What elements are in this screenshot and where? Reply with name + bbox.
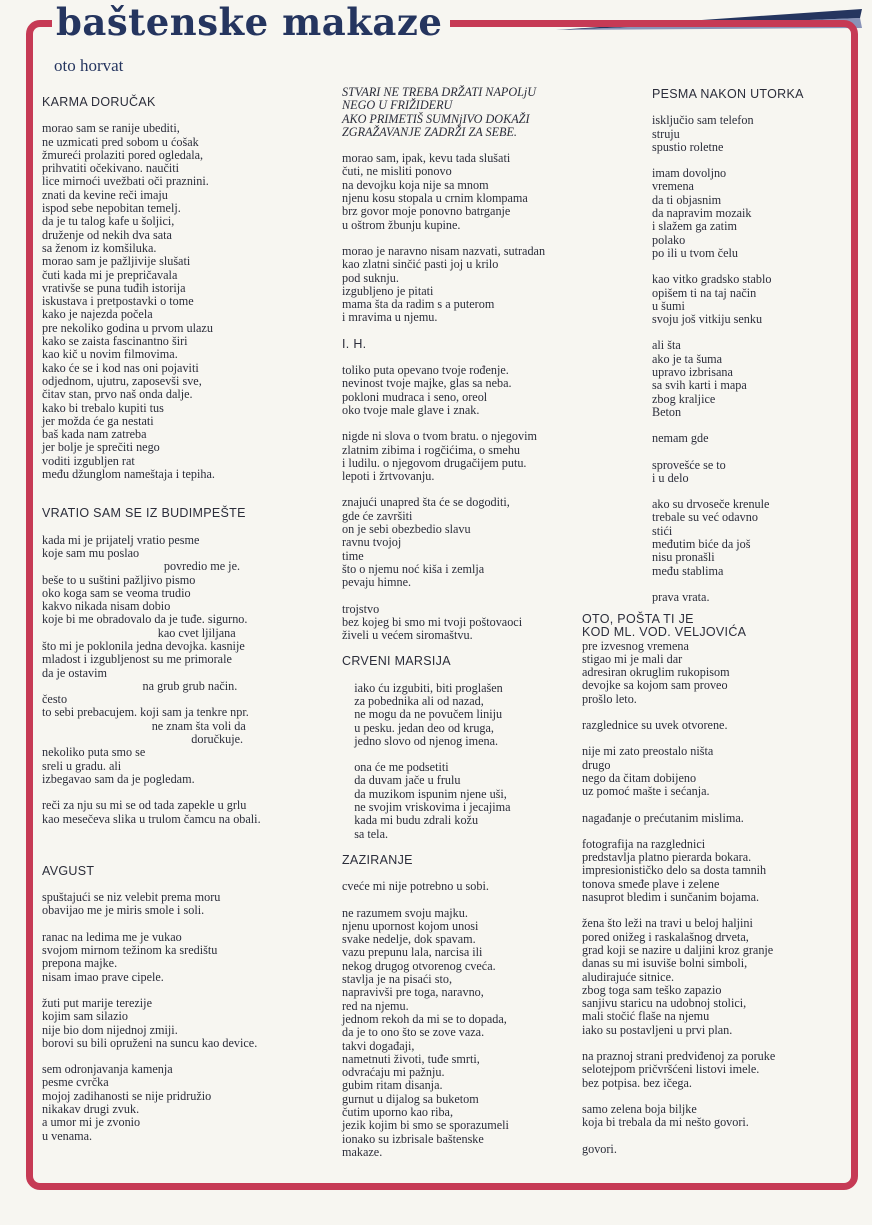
poem-line: ravnu tvojoj [342,535,402,550]
poem-line: da duvam jače u frulu [342,773,461,788]
poem-line: ne mogu da ne povučem liniju [342,707,503,722]
poem-line: nego da čitam dobijeno [582,770,697,785]
author-name: oto horvat [54,56,124,75]
poem-line: za pobednika ali od nazad, [342,693,484,708]
poem-line: gurnut u dijalog sa buketom [342,1091,479,1106]
poem-line: ako je ta šuma [652,351,723,366]
poem-line: sprovešće se to [652,457,726,472]
poem-line: danas su mi isuviše bolni simboli, [582,956,748,971]
poem-line: ako su drvoseče krenule [652,497,770,512]
poem-line: iako ću izgubiti, biti proglašen [342,680,503,695]
poem-line: mojoj zadihanosti se nije pridružio [42,1088,212,1103]
poem-line: često [42,692,68,707]
poem-line: kao kič u novim filmovima. [42,347,178,362]
poem-line: morao sam je pažljivije slušati [42,254,191,269]
poem-heading: CRVENI MARSIJA [342,654,451,669]
poem-line: kakvo nikada nisam dobio [42,599,171,614]
poem-line: vremena [652,179,694,194]
stanza-gap [582,799,852,812]
poem-line: morao je naravno nisam nazvati, sutradan [342,243,546,258]
poem-line: nagađanje o prećutanim mislima. [582,810,744,825]
poem-line: čuti, ne misliti ponovo [342,164,452,179]
poem-line: znajući unapred šta će se dogoditi, [342,495,510,510]
poem-line: predstavlja platno pierarda bokara. [582,850,752,865]
poem-line: da muzikom ispunim njene uši, [342,786,507,801]
poem-line: isključio sam telefon [652,113,754,128]
poem-line: da napravim mozaik [652,206,752,221]
poem-line: bez kojeg bi smo mi tvoji poštovaoci [342,614,523,629]
poem-line: pokloni mudraca i seno, oreol [342,389,488,404]
stanza-gap [342,894,592,907]
poem-line: čutim uporno kao riba, [342,1105,454,1119]
stanza-gap [582,1130,852,1143]
poem-line: AKO PRIMETIŠ SUMNjIVO DOKAŽI [342,111,530,126]
poem-line: svojom mirnom težinom ka središtu [42,943,218,958]
poem-line: spustio roletne [652,139,724,154]
poem-line: struju [652,126,680,141]
poem-line: to sebi prebacujem. koji sam ja tenkre npr. [42,705,249,720]
stanza-gap [582,825,852,838]
poem-line: mama šta da radim s a puterom [342,297,495,312]
stanza-gap [652,578,842,591]
page-title: baštenske makaze [52,0,450,44]
poem-line: i u delo [652,470,689,485]
poem-line: bez potpisa. bez ičega. [582,1075,692,1090]
poem-heading: ZAZIRANJE [342,852,413,867]
poem-line: pod suknju. [342,270,399,285]
poem-line: da je ostavim [42,665,107,680]
poem-line: ne razumem svoju majku. [342,905,468,920]
poem-heading: KOD ML. VOD. VELJOVIĆA [582,625,747,640]
poem-line: zlatnim zibima i rogčićima, o smehu [342,442,521,457]
poem-line: na grub grub način. [42,678,238,693]
poem-line: tonova smeđe plave i zelene [582,876,720,891]
poem-line: sa ženom iz komšiluka. [42,240,157,255]
poem-line: gubim ritam disanja. [342,1078,443,1093]
poem-line: cveće mi nije potrebno u sobi. [342,879,489,894]
poem-line: što o njemu noć kiša i zemlja [342,561,485,576]
poem-line: stići [652,523,673,538]
poem-heading: VRATIO SAM SE IZ BUDIMPEŠTE [42,506,246,521]
stanza-gap [42,481,332,494]
poem-line: svoju još vitkiju senku [652,312,763,327]
poem-line: nasuprot bledim i sunčanim bojama. [582,890,760,905]
poem-line: na praznoj strani predviđenoj za poruke [582,1049,776,1064]
poem-line: adresiran okruglim rukopisom [582,665,730,680]
poem-line: ranac na ledima me je vukao [42,929,182,944]
poem-line: izbegavao sam da je pogledam. [42,771,195,786]
poem-line: samo zelena boja biljke [582,1101,697,1116]
poem-line: žuti put marije terezije [42,995,152,1010]
stanza-gap [42,984,332,997]
poem-line: nikakav drugi zvuk. [42,1102,140,1116]
poem-line: žmureći prolaziti pored ogledala, [42,147,204,162]
poem-line: prepona majke. [42,956,118,971]
poem-line: sa svih karti i mapa [652,378,747,393]
poem-line: trojstvo [342,601,380,616]
poem-line: borovi su bili opruženi na suncu kao device. [42,1035,258,1050]
poem-line: kao cvet ljiljana [42,625,236,640]
poem-line: sem odronjavanja kamenja [42,1062,173,1077]
poem-line: nekoliko puta smo se [42,745,146,760]
poem-line: toliko puta opevano tvoje rođenje. [342,363,509,378]
poem-line: takvi događaji, [342,1038,415,1053]
poem-line: kao zlatni sinčić pasti joj u krilo [342,257,499,272]
poem-line: prihvatiti očekivano. naučiti [42,161,180,176]
poem-line: prošlo leto. [582,691,637,706]
poem-line: sa tela. [342,826,389,841]
poem-line: mali stočić flaše na njemu [582,1009,710,1024]
poem-line: u oštrom žbunju kupine. [342,217,461,232]
poem-line: vazu prepunu lala, narcisa ili [342,945,483,960]
poem-line: međutim biće da još [652,537,751,552]
poem-line: što mi je poklonila jedna devojka. kasnije [42,638,245,653]
poem-line: impresionističko delo sa dosta tamnih [582,863,767,878]
poem-line: stavlja je na pisaći sto, [342,972,452,987]
poem-line: voditi izgubljen rat [42,453,135,468]
poem-line: on je sebi obezbedio slavu [342,522,471,537]
poem-line: čitav stan, prvo naš onda dalje. [42,387,193,402]
poem-line: kao mesečeva slika u trulom čamcu na obali. [42,811,261,826]
poem-heading: PESMA NAKON UTORKA [652,87,804,101]
poem-line: oko koga sam se veoma trudio [42,585,191,600]
poem-line: i ludilu. o njegovom drugačijem putu. [342,455,527,470]
poem-line: u venama. [42,1128,93,1143]
poem-line: reči za nju su mi se od tada zapekle u grlu [42,798,247,813]
poem-line: znati da kevine reči imaju [42,187,168,202]
poem-line: makaze. [342,1144,383,1159]
poem-line: mladost i izgubljenost su me primorale [42,652,232,667]
poem-line: povredio me je. [42,559,241,574]
poem-line: uz pomoć mašte i sećanja. [582,784,710,799]
column-2 [342,86,592,1159]
poem-line: ne znam šta voli da [42,718,246,733]
poem-line: da je to ono što se zove vaza. [342,1025,485,1040]
poem-line: da je tu talog kafe u šoljici, [42,214,175,229]
poem-line: morao sam se ranije ubediti, [42,121,180,136]
poem-line: iskustava i pretpostavki o tome [42,294,194,309]
poem-line: devojke sa kojom sam proveo [582,678,728,693]
poem-line: ispod sebe nepobitan temelj. [42,201,181,216]
poem-line: nisam imao prave cipele. [42,969,164,984]
poem-line: kako će se i kod nas oni pojaviti [42,360,199,375]
poem-line: pevaju himne. [342,575,412,590]
poem-line: ionako su izbrisale baštenske [342,1131,484,1146]
poem-line: ne svojim vriskovima i jecajima [342,800,511,815]
poem-heading: AVGUST [42,863,95,878]
stanza-gap [42,852,332,865]
poem-line: sanjivu staricu na udobnoj stolici, [582,996,747,1011]
poem-line: jer bolje je sprečiti nego [42,440,160,455]
poem-line: njenu kosu stopala u crnim klompama [342,191,528,206]
poem-line: koje sam mu poslao [42,545,140,560]
column-3 [652,88,842,604]
poem-line: odjednom, ujutru, zaposevši sve, [42,373,202,388]
poem-line: i mravima u njemu. [342,310,438,325]
poem-line: među stablima [652,563,724,578]
stanza-gap [342,325,592,338]
poem-line: oko tvoje male glave i znak. [342,402,480,417]
poem-line: baš kada nam zatreba [42,427,147,442]
poem-line: morao sam, ipak, kevu tada slušati [342,151,511,166]
stanza-gap [42,521,332,534]
poem-line: nije bio dom nijednoj zmiji. [42,1022,178,1037]
column-4 [582,613,852,1156]
poem-line: jedno slovo od njenog imena. [342,733,499,748]
poem-line: kako bi trebalo kupiti tus [42,400,164,415]
poem-line: kada mi je prijatelj vratio pesme [42,532,200,547]
poem-line: zbog toga sam teško zapazio [582,982,722,997]
poem-line: kada mi budu zdrali kožu [342,813,479,828]
poem-line: odvraćaju mi pažnju. [342,1065,445,1080]
stanza-gap [42,839,332,852]
poem-heading: OTO, POŠTA TI JE [582,612,694,626]
poem-line: grad koji se nazire u daljini kroz granje [582,942,774,957]
poem-line: zbog kraljice [652,391,716,406]
poem-line: vrativše se puna tuđih istorija [42,280,186,295]
poem-line: kako se zaista fascinantno širi [42,334,188,349]
poem-line: kojim sam silazio [42,1009,128,1024]
poem-line: selotejpom pričvršćeni listovi imele. [582,1062,760,1077]
poem-line: živeli u većem siromaštvu. [342,628,473,643]
poem-line: jezik kojim bi smo se sporazumeli [342,1118,509,1133]
poem-heading: I. H. [342,336,367,351]
poem-line: jer možda će ga nestati [42,413,154,428]
stanza-gap [582,1090,852,1103]
poem-line: trebale su već odavno [652,510,758,525]
poem-line: spuštajući se niz velebit prema moru [42,890,221,905]
poem-line: jednom rekoh da mi se to dopada, [342,1011,507,1026]
poem-line: lice mirnoći uvežbati oči praznini. [42,174,209,189]
poem-line: pored onižeg i raskalašnog drveta, [582,929,749,944]
poem-line: nemam gde [652,431,709,446]
poem-line: nekog drugog otvorenog cveća. [342,958,496,973]
poem-line: na devojku koja nije sa mnom [342,177,489,192]
poem-line: opišem ti na taj način [652,285,757,300]
stanza-gap [652,446,842,459]
stanza-gap [342,841,592,854]
poem-line: po ili u tvom čelu [652,245,738,260]
poem-line: govori. [582,1141,617,1156]
poem-line: koja bi trebala da mi nešto govori. [582,1115,749,1130]
poem-line: gde će završiti [342,508,413,523]
poem-line: prava vrata. [652,589,710,604]
poem-line: pesme cvrčka [42,1075,109,1090]
poem-line: i slažem ga zatim [652,219,737,234]
poem-line: NEGO U FRIŽIDERU [342,98,453,113]
poem-line: u šumi [652,298,685,313]
poem-line: njenu upornost kojom unosi [342,918,479,933]
poem-line: u pesku. jedan deo od kruga, [342,720,494,735]
stanza-gap [342,669,592,682]
poem-line: nigde ni slova o tvom bratu. o njegovim [342,429,537,444]
poem-line: aludirajuće sitnice. [582,969,675,984]
poem-line: ona će me podsetiti [342,760,449,775]
poem-line: pre izvesnog vremena [582,638,689,653]
poem-line: pre nekoliko godina u prvom ulazu [42,320,213,335]
poem-line: brz govor moje ponovno batrganje [342,204,511,219]
stanza-gap [342,590,592,603]
poem-heading: KARMA DORUČAK [42,95,156,109]
poem-line: nisu pronašli [652,550,715,565]
poem-line: polako [652,232,686,247]
poem-line: nametnuti životi, tuđe smrti, [342,1051,480,1066]
poem-line: druženje od nekih dva sata [42,227,172,242]
poem-line: izgubljeno je pitati [342,283,434,298]
poem-line: red na njemu. [342,998,409,1013]
poem-line: sreli u gradu. ali [42,758,122,773]
poem-line: iako su postavljeni u prvi plan. [582,1022,733,1037]
poem-line: upravo izbrisana [652,365,733,380]
poem-line: napravivši pre toga, naravno, [342,985,484,1000]
poem-line: žena što leži na travi u beloj haljini [582,916,753,931]
poem-line: ali šta [652,338,681,353]
poem-line: ZGRAŽAVANJE ZADRŽI ZA SEBE. [342,124,517,139]
poem-line: kako je najezda počela [42,307,153,322]
poem-line: razglednice su uvek otvorene. [582,718,728,733]
poem-line: čuti kada mi je prepričavala [42,267,178,282]
poem-line: imam dovoljno [652,166,727,181]
stanza-gap [42,826,332,839]
poem-line: STVARI NE TREBA DRŽATI NAPOLjU [342,85,537,99]
poem-line: drugo [582,757,611,772]
poem-line: time [342,548,364,563]
column-1 [42,96,332,1143]
poem-line: među džunglom nameštaja i tepiha. [42,467,215,482]
poem-line: da ti objasnim [652,192,722,207]
poem-line: lepoti i žrtvovanju. [342,469,435,484]
poem-line: nije mi zato preostalo ništa [582,744,714,759]
poem-line: obavijao me je miris smole i soli. [42,903,205,918]
poem-line: fotografija na razglednici [582,836,706,851]
poem-line: stigao mi je mali dar [582,651,683,666]
poem-line: svake nedelje, dok spavam. [342,932,476,947]
stanza-gap [42,918,332,931]
poem-line: ne uzmicati pred sobom u ćošak [42,134,199,149]
poem-line: a umor mi je zvonio [42,1115,141,1130]
poem-line: kao vitko gradsko stablo [652,272,772,287]
poem-line: beše to u suštini pažljivo pismo [42,572,196,587]
poem-line: koje bi me obradovalo da je tuđe. sigurno. [42,612,248,627]
poem-line: doručkuje. [42,732,244,747]
poem-line: Beton [652,404,682,419]
poem-line: nevinost tvoje majke, glas sa neba. [342,376,512,391]
